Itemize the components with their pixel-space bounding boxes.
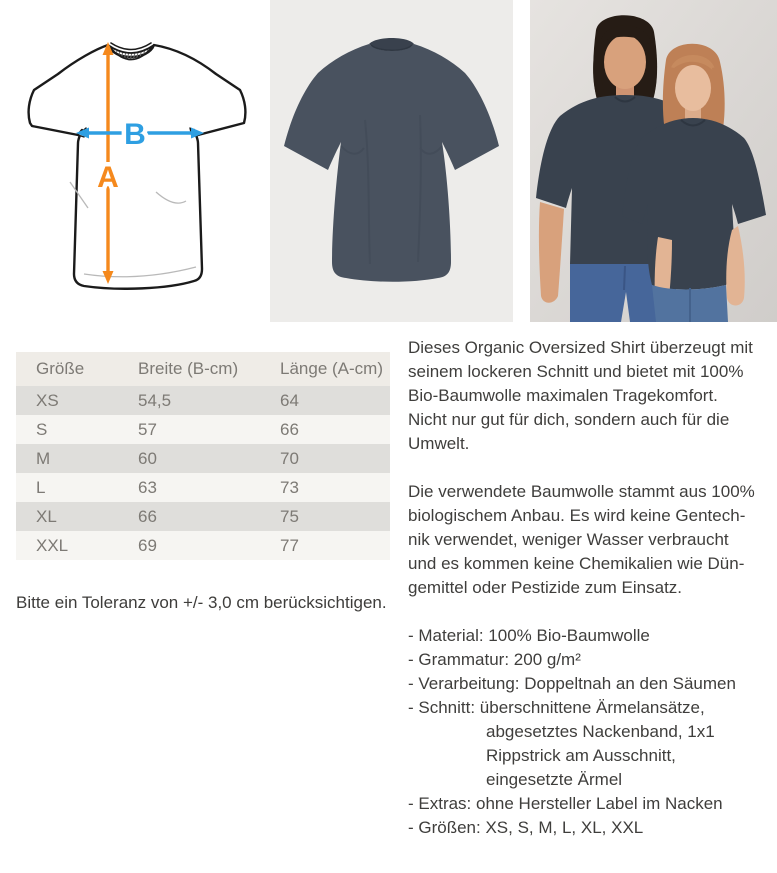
column-header: Breite (B-cm) bbox=[118, 352, 260, 386]
table-cell: S bbox=[16, 415, 118, 444]
column-header: Länge (A-cm) bbox=[260, 352, 390, 386]
size-table bbox=[16, 352, 390, 560]
paragraph-line: gemittel oder Pestizide zum Einsatz. bbox=[408, 578, 683, 597]
tshirt-outline-drawing bbox=[29, 43, 246, 289]
spec-line: - Material: 100% Bio-Baumwolle bbox=[408, 626, 650, 645]
spec-line: Rippstrick am Ausschnitt, bbox=[486, 746, 676, 765]
product-photo-panel bbox=[270, 0, 513, 322]
table-cell: L bbox=[16, 473, 118, 502]
paragraph-line: und es kommen keine Chemikalien wie Dün- bbox=[408, 554, 745, 573]
spec-line: eingesetzte Ärmel bbox=[486, 770, 623, 789]
description-paragraph bbox=[408, 480, 774, 600]
paragraph-line: Dieses Organic Oversized Shirt überzeugt mit bbox=[408, 338, 753, 357]
table-row bbox=[16, 386, 390, 415]
description-paragraph bbox=[408, 336, 774, 456]
table-cell: XXL bbox=[16, 531, 118, 560]
paragraph-line: seinem lockeren Schnitt und bietet mit 100% bbox=[408, 362, 744, 381]
column-header: Größe bbox=[16, 352, 118, 386]
table-cell: XS bbox=[16, 386, 118, 415]
table-cell: 63 bbox=[118, 473, 260, 502]
paragraph-line: Die verwendete Baumwolle stammt aus 100% bbox=[408, 482, 755, 501]
table-cell: 66 bbox=[118, 502, 260, 531]
table-row bbox=[16, 444, 390, 473]
table-row bbox=[16, 473, 390, 502]
table-cell: 75 bbox=[260, 502, 390, 531]
spec-line: abgesetztes Nackenband, 1x1 bbox=[486, 722, 715, 741]
table-cell: 73 bbox=[260, 473, 390, 502]
tolerance-note: Bitte ein Toleranz von +/- 3,0 cm berücksichtigen. bbox=[16, 593, 387, 612]
table-cell: 60 bbox=[118, 444, 260, 473]
spec-line: - Verarbeitung: Doppeltnah an den Säumen bbox=[408, 674, 736, 693]
models-photo bbox=[530, 0, 777, 322]
paragraph-line: biologischem Anbau. Es wird keine Gentech- bbox=[408, 506, 746, 525]
table-cell: 77 bbox=[260, 531, 390, 560]
models-photo-panel bbox=[530, 0, 777, 322]
spec-line: - Größen: XS, S, M, L, XL, XXL bbox=[408, 818, 644, 837]
product-description bbox=[408, 336, 774, 840]
description-paragraphs bbox=[408, 336, 774, 600]
size-table-section bbox=[16, 352, 390, 560]
table-cell: 54,5 bbox=[118, 386, 260, 415]
paragraph-line: nik verwendet, weniger Wasser verbraucht bbox=[408, 530, 729, 549]
spec-line: - Extras: ohne Hersteller Label im Nacken bbox=[408, 794, 723, 813]
table-cell: M bbox=[16, 444, 118, 473]
paragraph-line: Nicht nur gut für dich, sondern auch für die bbox=[408, 410, 730, 429]
spec-line: - Grammatur: 200 g/m² bbox=[408, 650, 581, 669]
paragraph-line: Umwelt. bbox=[408, 434, 470, 453]
spec-list bbox=[408, 624, 774, 840]
table-cell: XL bbox=[16, 502, 118, 531]
table-row bbox=[16, 531, 390, 560]
table-row bbox=[16, 415, 390, 444]
table-cell: 70 bbox=[260, 444, 390, 473]
paragraph-line: Bio-Baumwolle maximalen Tragekomfort. bbox=[408, 386, 718, 405]
tshirt-measurement-diagram bbox=[8, 22, 258, 302]
table-cell: 66 bbox=[260, 415, 390, 444]
table-cell: 69 bbox=[118, 531, 260, 560]
table-header-row bbox=[16, 352, 390, 386]
table-cell: 64 bbox=[260, 386, 390, 415]
length-label: A bbox=[97, 161, 119, 194]
width-label: B bbox=[124, 118, 146, 151]
table-row bbox=[16, 502, 390, 531]
spec-line: - Schnitt: überschnittene Ärmelansätze, bbox=[408, 698, 705, 717]
product-shirt-image bbox=[270, 0, 513, 322]
measurement-diagram-panel bbox=[8, 22, 258, 302]
table-cell: 57 bbox=[118, 415, 260, 444]
